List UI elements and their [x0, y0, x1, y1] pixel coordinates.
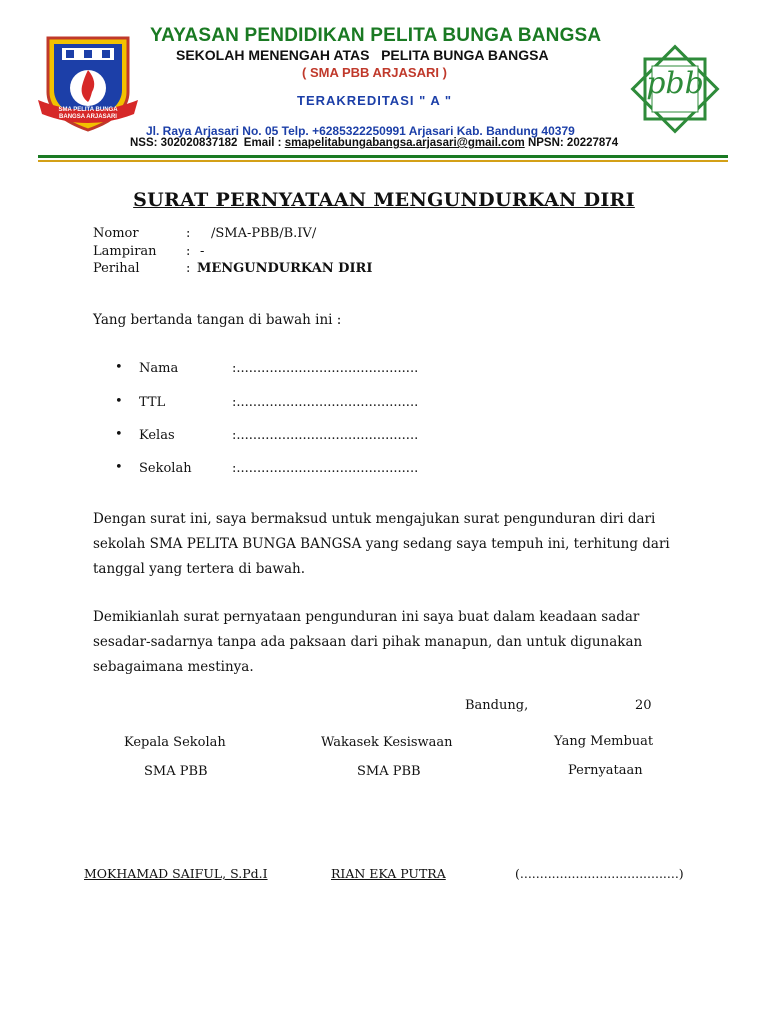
signature-role-vice: Wakasek Kesiswaan	[321, 735, 453, 750]
signature-name-vice: RIAN EKA PUTRA	[331, 866, 446, 881]
npsn: NPSN: 20227874	[524, 137, 619, 149]
bullet-icon: •	[115, 460, 123, 475]
meta-nomor-colon: :	[186, 226, 191, 241]
header-divider-gold	[38, 160, 728, 162]
meta-lampiran-label: Lampiran	[93, 244, 157, 259]
address-line: Jl. Raya Arjasari No. 05 Telp. +6285322250991 Arjasari Kab. Bandung 40379	[146, 124, 575, 138]
meta-lampiran-value: -	[200, 244, 205, 259]
bullet-icon: •	[115, 427, 123, 442]
nss: NSS: 302020837182 Email :	[130, 137, 285, 149]
meta-perihal-colon: :	[186, 261, 191, 276]
field-ttl-value: :............................................	[232, 395, 419, 410]
field-sekolah-label: Sekolah	[139, 461, 192, 476]
shield-banner-text: SMA PELITA BUNGA BANGSA ARJASARI	[58, 107, 118, 120]
foundation-name: YAYASAN PENDIDIKAN PELITA BUNGA BANGSA	[150, 25, 602, 46]
signature-org-principal: SMA PBB	[144, 764, 208, 779]
field-kelas-label: Kelas	[139, 428, 175, 443]
school-name: SEKOLAH MENENGAH ATAS PELITA BUNGA BANGSA	[176, 47, 549, 63]
field-nama-value: :............................................	[232, 361, 419, 376]
school-short-name: ( SMA PBB ARJASARI )	[302, 65, 447, 80]
meta-lampiran-colon: :	[186, 244, 191, 259]
year-label: 20	[635, 698, 652, 713]
header-divider-green	[38, 155, 728, 158]
meta-nomor-label: Nomor	[93, 226, 139, 241]
signature-name-maker: (........................................)	[515, 866, 684, 881]
pbb-logo-text: pbb	[646, 66, 704, 101]
signature-org-maker: Pernyataan	[568, 763, 643, 778]
meta-nomor-value: /SMA-PBB/B.IV/	[211, 226, 317, 241]
field-nama-label: Nama	[139, 361, 179, 376]
meta-perihal-label: Perihal	[93, 261, 140, 276]
meta-perihal-value: MENGUNDURKAN DIRI	[197, 261, 373, 276]
intro-text: Yang bertanda tangan di bawah ini :	[93, 312, 342, 328]
signature-org-vice: SMA PBB	[357, 764, 421, 779]
email-link[interactable]: smapelitabungabangsa.arjasari@gmail.com	[284, 137, 525, 149]
field-sekolah-value: :............................................	[232, 461, 419, 476]
school-shield-logo	[36, 30, 140, 136]
paragraph-closing: Demikianlah surat pernyataan pengunduran ini saya buat dalam keadaan sadar sesadar-sadarnya tanpa ada paksaan dari pihak manapun, dan untuk digunakan sebagaimana mestinya.	[93, 609, 643, 675]
field-kelas-value: :............................................	[232, 428, 419, 443]
document-title: SURAT PERNYATAAN MENGUNDURKAN DIRI	[133, 189, 635, 211]
bullet-icon: •	[115, 360, 123, 375]
contact-line	[130, 137, 618, 149]
place-label: Bandung,	[465, 698, 529, 713]
paragraph-purpose: Dengan surat ini, saya bermaksud untuk mengajukan surat pengunduran diri dari sekolah SMA PELITA BUNGA BANGSA yang sedang saya tempuh ini, terhitung dari tanggal yang tertera di bawah.	[93, 511, 670, 577]
pbb-star-logo	[622, 36, 728, 142]
signature-role-principal: Kepala Sekolah	[124, 735, 226, 750]
signature-role-maker: Yang Membuat	[554, 734, 654, 749]
field-ttl-label: TTL	[139, 395, 166, 410]
signature-name-principal: MOKHAMAD SAIFUL, S.Pd.I	[84, 866, 268, 881]
bullet-icon: •	[115, 394, 123, 409]
accreditation: TERAKREDITASI " A "	[297, 93, 453, 108]
